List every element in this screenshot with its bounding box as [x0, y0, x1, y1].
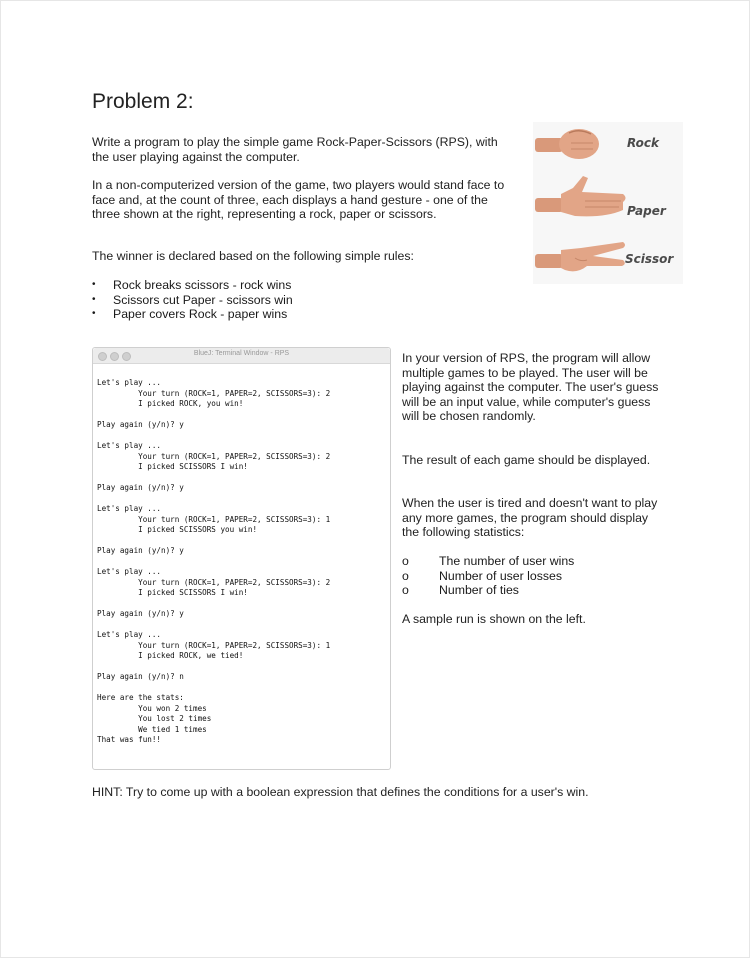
- terminal-output: Let's play ... Your turn (ROCK=1, PAPER=2, SCISSORS=3): 2 I picked ROCK, you win! Play again (y/n)? y Let's play ... Your turn (ROCK=1, PAPER=2, SCISSORS=3): 2 I picked SCISSORS I win! Play again (y/n)? y Let's play ... Your turn (ROCK=1, PAPER=2, SCISSORS=3): 1 I picked SCISSORS you win! Play again (y/n)? y Let's play ... Your turn (ROCK=1, PAPER=2, SCISSORS=3): 2 I picked SCISSORS I win! Play again (y/n)? y Let's play ... Your turn (ROCK=1, PAPER=2, SCISSORS=3): 1 I picked ROCK, we tied! Play again (y/n)? n Here are the stats: You won 2 times You lost 2 times We tied 1 times That was fun!!: [97, 378, 331, 744]
- statistic-item: o Number of ties: [402, 583, 574, 598]
- statistics-list: [402, 554, 574, 598]
- rules-list: [92, 278, 293, 322]
- rock-hand-icon: [535, 124, 605, 164]
- statistic-item: o Number of user losses: [402, 569, 574, 584]
- description-paragraph-3: When the user is tired and doesn't want to play any more games, the program should display the following statistics:: [402, 496, 658, 539]
- scissor-label: Scissor: [625, 252, 674, 266]
- hint-text: HINT: Try to come up with a boolean expression that defines the conditions for a user's win.: [92, 785, 589, 799]
- statistic-item: o The number of user wins: [402, 554, 574, 569]
- description-paragraph-1: In your version of RPS, the program will allow multiple games to be played. The user will be playing against the computer. The user's guess will be an input value, while computer's guess will be chosen randomly.: [402, 351, 659, 423]
- terminal-title: BlueJ: Terminal Window - RPS: [193, 350, 290, 357]
- rock-label: Rock: [627, 136, 659, 150]
- intro-paragraph-2: In a non-computerized version of the game, two players would stand face to face and, at the count of three, each displays a hand gesture - one of the three shown at the right, representing a rock, paper or scissors.: [92, 178, 505, 221]
- intro-paragraph-3: The winner is declared based on the following simple rules:: [92, 249, 414, 263]
- paper-label: Paper: [627, 204, 666, 218]
- hand-gestures-illustration: [533, 122, 683, 284]
- rule-item: • Paper covers Rock - paper wins: [92, 307, 293, 322]
- sample-run-note: A sample run is shown on the left.: [402, 612, 586, 626]
- paper-hand-icon: [535, 174, 630, 224]
- rule-item: • Rock breaks scissors - rock wins: [92, 278, 293, 293]
- scissor-hand-icon: [535, 236, 630, 281]
- page-title: Problem 2:: [92, 90, 194, 113]
- terminal-title-bar: [93, 348, 390, 364]
- terminal-window: [92, 347, 391, 770]
- intro-paragraph-1: Write a program to play the simple game Rock-Paper-Scissors (RPS), with the user playing against the computer.: [92, 135, 498, 164]
- rule-item: • Scissors cut Paper - scissors win: [92, 293, 293, 308]
- description-paragraph-2: The result of each game should be displayed.: [402, 453, 651, 467]
